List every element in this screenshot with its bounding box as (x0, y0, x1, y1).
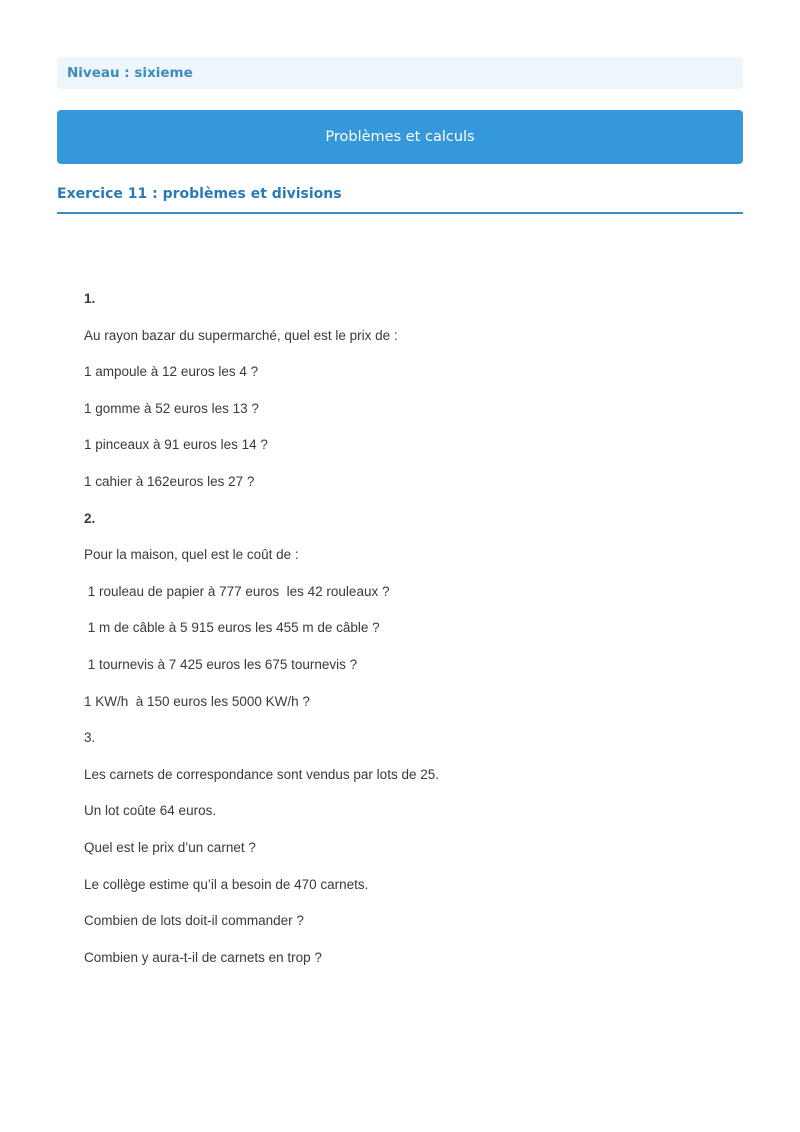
section-banner: Problèmes et calculs (57, 110, 743, 164)
question-3-line: Le collège estime qu’il a besoin de 470 carnets. (84, 876, 369, 892)
question-2-item: 1 rouleau de papier à 777 euros les 42 rouleaux ? (84, 583, 390, 599)
exercise-content (84, 290, 724, 985)
question-1-item: 1 gomme à 52 euros les 13 ? (84, 400, 259, 416)
question-2-intro: Pour la maison, quel est le coût de : (84, 547, 299, 563)
question-1-item: 1 cahier à 162euros les 27 ? (84, 473, 255, 489)
question-1-item: 1 ampoule à 12 euros les 4 ? (84, 364, 259, 380)
question-3-line: Combien y aura-t-il de carnets en trop ? (84, 949, 322, 965)
question-2-item: 1 m de câble à 5 915 euros les 455 m de câble ? (84, 620, 380, 636)
question-3-line: Quel est le prix d’un carnet ? (84, 839, 256, 855)
question-3-line: Combien de lots doit-il commander ? (84, 913, 304, 929)
question-2-number: 2. (84, 510, 96, 526)
level-label: Niveau : sixieme (57, 57, 743, 89)
question-3-line: Un lot coûte 64 euros. (84, 803, 217, 819)
question-2-item: 1 tournevis à 7 425 euros les 675 tournevis ? (84, 656, 358, 672)
title-divider (57, 212, 743, 214)
question-1-intro: Au rayon bazar du supermarché, quel est le prix de : (84, 327, 398, 343)
question-1-item: 1 pinceaux à 91 euros les 14 ? (84, 437, 268, 453)
question-2-item: 1 KW/h à 150 euros les 5000 KW/h ? (84, 693, 310, 709)
question-1-number: 1. (84, 291, 96, 306)
question-3-number: 3. (84, 730, 96, 746)
exercise-title: Exercice 11 : problèmes et divisions (57, 186, 342, 202)
question-3-line: Les carnets de correspondance sont vendus par lots de 25. (84, 766, 439, 782)
